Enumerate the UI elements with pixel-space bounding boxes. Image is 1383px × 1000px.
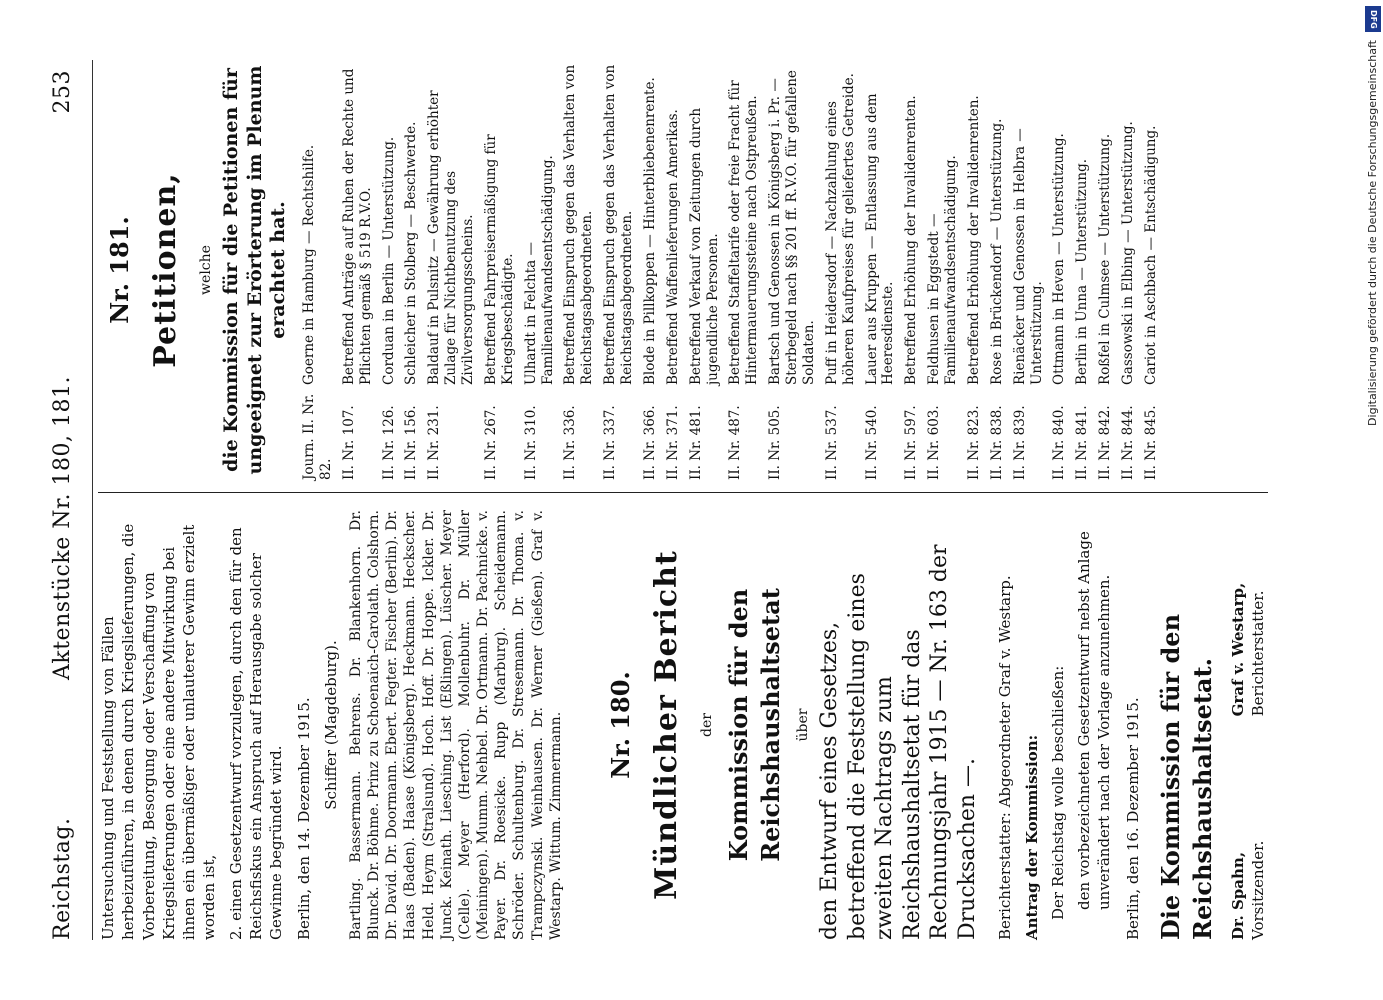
petition-desc: Betreffend Verkauf von Zeitungen durch jugendliche Personen. [687, 107, 721, 385]
petition-row [1012, 60, 1046, 480]
running-head [50, 60, 90, 940]
report-title: Mündlicher Bericht [649, 550, 685, 900]
petition-row [966, 60, 983, 480]
petition-ref: II. Nr. 839. [1011, 405, 1028, 480]
petition-desc: Betreffend Einspruch gegen das Verhalten von Reichstagsabgeordneten. [602, 64, 636, 385]
right-column [98, 60, 1166, 480]
running-head-left: Reichstag. [50, 817, 75, 940]
petition-row [562, 60, 596, 480]
petition-desc: Feldhusen in Eggstedt — Familienaufwandsentschädigung. [926, 155, 960, 385]
petition-row [523, 60, 557, 480]
petition-ref: II. Nr. 310. [522, 405, 539, 480]
petition-ref: II. Nr. 481. [687, 405, 704, 480]
reporter-name: Graf v. Westarp, [1228, 582, 1247, 717]
petition-ref: II. Nr. 505. [767, 405, 784, 480]
petition-row [1120, 60, 1137, 480]
petition-ref: II. Nr. 156. [403, 405, 420, 480]
signatory-names: Bartling. Bassermann. Behrens. Dr. Blankenhorn. Dr. Blunck. Dr. Böhme. Prinz zu Schoenaich-Carolath. Colshorn. Dr. David. Dr. Doormann. Ebert. Fegter. Fischer (Berlin). Dr. Haas (Baden). Haase (Königsberg). Heckmann. Heckscher. Held. Heym (Stralsund). Hoch. Hoff. Dr. Hoppe. Ickler. Dr. Junck. Keinath. Liesching. List (Eßlingen). Lüscher. Meyer (Celle). Meyer (Herford). Mollenbuhr. Dr. Müller (Meiningen). Mumm. Nehbel. Dr. Ortmann. Dr. Pachnicke. v. Payer. Dr. Roesicke. Rupp (Marburg). Scheidemann. Schröder. Schultenburg. Dr. Stresemann. Dr. Thoma. v. Trampczynski. Weinhausen. Dr. Werner (Gießen). Graf v. Westarp. Wittum. Zimmermann. [347, 510, 564, 940]
petition-desc: Betreffend Staffeltarife oder freie Fracht für Hintermauerungssteine nach Ostpreußen. [727, 80, 761, 385]
motion-intro: Der Reichstag wolle beschließen: [1048, 665, 1067, 920]
petition-row [403, 60, 420, 480]
petition-desc: Gassowski in Elbing — Unterstützung. [1120, 121, 1137, 385]
welche-label: welche [197, 245, 214, 295]
petition-ref: Journ. II. Nr. 82. [301, 393, 334, 480]
page-number: 253 [50, 70, 75, 114]
intro-paragraph: Untersuchung und Feststellung von Fällen herbeizuführen, in denen durch Kriegslieferungen, die Vorbereitung, Besorgung oder Verschaffung von Kriegslieferungen oder eine andere Mitwirkung bei ihnen ein übermäßiger oder unlauterer Gewinn erzielt worden ist, [99, 523, 219, 940]
petition-desc: Rienäcker und Genossen in Helbra — Unterstützung. [1011, 128, 1045, 385]
nr-181: Nr. 181. [105, 216, 134, 324]
motion-text: den vorbezeichneten Gesetzentwurf nebst Anlage unverändert nach der Vorlage anzunehmen. [1075, 531, 1114, 910]
petition-row [864, 60, 898, 480]
nr-180: Nr. 180. [606, 671, 635, 779]
petition-desc: Cariot in Aschbach — Entschädigung. [1142, 125, 1159, 385]
dfg-logo: DFG [1365, 6, 1381, 32]
petition-row [727, 60, 761, 480]
petition-ref: II. Nr. 126. [380, 405, 397, 480]
petitions-subtitle: die Kommission für die Petitionen für ungeeignet zur Erörterung im Plenum erachtet hat. [219, 65, 290, 475]
petition-ref: II. Nr. 823. [965, 405, 982, 480]
petition-row [1051, 60, 1068, 480]
date-2: Berlin, den 16. Dezember 1915. [1123, 697, 1142, 940]
motion-title: Antrag der Kommission: [1022, 734, 1041, 940]
petition-ref: II. Nr. 844. [1120, 405, 1137, 480]
commission-title: Kommission für den Reichshaushaltsetat [723, 588, 786, 862]
petition-row [1074, 60, 1091, 480]
petition-desc: Ottmann in Heven — Unterstützung. [1051, 133, 1068, 385]
petition-row [767, 60, 818, 480]
petition-desc: Betreffend Anträge auf Ruhen der Rechte und Pflichten gemäß § 519 R.V.O. [340, 68, 374, 385]
running-head-center: Aktenstücke Nr. 180, 181. [50, 375, 75, 680]
petition-ref: II. Nr. 603. [926, 405, 943, 480]
petition-ref: II. Nr. 487. [727, 405, 744, 480]
document-page [40, 60, 1290, 940]
petition-ref: II. Nr. 845. [1142, 405, 1159, 480]
petition-row [665, 60, 682, 480]
ueber-label: über [794, 708, 811, 742]
petition-row [903, 60, 920, 480]
chair-name: Dr. Spahn, [1228, 851, 1247, 940]
petition-row [426, 60, 477, 480]
petition-list [301, 60, 1160, 480]
petition-desc: Rose in Brückendorf — Unterstützung. [988, 118, 1005, 385]
petition-desc: Betreffend Erhöhung der Invalidenrenten. [903, 95, 920, 385]
petition-desc: Roßfel in Culmsee — Unterstützung. [1097, 133, 1114, 385]
petition-desc: Blode in Pillkoppen — Hinterbliebenenrente. [641, 77, 658, 385]
petition-ref: II. Nr. 337. [602, 405, 619, 480]
signature-reporter [1228, 510, 1269, 716]
petition-row [642, 60, 659, 480]
petition-row [688, 60, 722, 480]
petition-desc: Corduan in Berlin — Unterstützung. [380, 136, 397, 385]
petition-ref: II. Nr. 540. [863, 405, 880, 480]
petition-row [1097, 60, 1114, 480]
item-2: 2. einen Gesetzentwurf vorzulegen, durch den für den Reichsfiskus ein Anspruch auf Herausgabe solcher Gewinne begründet wird. [226, 527, 285, 940]
petition-desc: Lauer aus Kruppen — Entlassung aus dem Heeresdienste. [863, 93, 897, 385]
petition-desc: Schleicher in Stolberg — Beschwerde. [403, 121, 420, 385]
petition-desc: Puff in Heidersdorf — Nachzahlung eines höheren Kaufpreises für geliefertes Getreide. [823, 73, 857, 385]
petition-row [926, 60, 960, 480]
header-rule [92, 60, 93, 940]
petition-desc: Betreffend Einspruch gegen das Verhalten von Reichstagsabgeordneten. [562, 64, 596, 385]
petition-desc: Ulhardt in Felchta — Familienaufwandsentschädigung. [522, 155, 556, 385]
left-column [98, 510, 1268, 940]
petition-row [989, 60, 1006, 480]
date-1: Berlin, den 14. Dezember 1915. [295, 697, 314, 940]
petition-ref: II. Nr. 107. [340, 405, 357, 480]
signature-chair [1228, 734, 1269, 940]
chair-role: Vorsitzender. [1248, 840, 1267, 940]
petition-ref: II. Nr. 366. [641, 405, 658, 480]
closing-commission: Die Kommission für den Reichshaushaltsetat. [1155, 613, 1218, 940]
dfg-notice: Digitalisierung gefördert durch die Deutsche Forschungsgemeinschaft [1366, 40, 1379, 426]
petition-row [301, 60, 335, 480]
petition-ref: II. Nr. 267. [482, 405, 499, 480]
petition-desc: Betreffend Waffenlieferungen Amerikas. [664, 109, 681, 385]
petition-row [824, 60, 858, 480]
der-label: der [698, 713, 715, 737]
petition-ref: II. Nr. 841. [1074, 405, 1091, 480]
petition-ref: II. Nr. 597. [903, 405, 920, 480]
petition-ref: II. Nr. 840. [1051, 405, 1068, 480]
signature-row [1228, 510, 1269, 940]
petition-row [602, 60, 636, 480]
report-subject: den Entwurf eines Gesetzes, betreffend die Feststellung eines zweiten Nachtrags zum Reichshaushaltsetat für das Rechnungsjahr 1915 — Nr. 163 der Drucksachen —. [817, 544, 980, 940]
petition-row [483, 60, 517, 480]
petition-ref: II. Nr. 231. [426, 405, 443, 480]
reporter-role: Berichterstatter. [1248, 590, 1267, 717]
petition-desc: Baldauf in Pulsnitz — Gewährung erhöhter Zulage für Nichtbenutzung des Zivilversorgungsscheins. [426, 90, 477, 385]
petition-ref: II. Nr. 842. [1097, 405, 1114, 480]
petition-ref: II. Nr. 838. [988, 405, 1005, 480]
column-divider [98, 492, 1268, 493]
petition-ref: II. Nr. 371. [664, 405, 681, 480]
petition-ref: II. Nr. 537. [823, 405, 840, 480]
petition-ref: II. Nr. 336. [562, 405, 579, 480]
petition-desc: Betreffend Erhöhung der Invalidenrenten. [965, 95, 982, 385]
petition-row [381, 60, 398, 480]
signer-1: Schiffer (Magdeburg). [321, 640, 340, 810]
petition-desc: Goerne in Hamburg — Rechtshilfe. [301, 144, 318, 385]
petition-row [1143, 60, 1160, 480]
reporter: Berichterstatter: Abgeordneter Graf v. Westarp. [996, 575, 1015, 940]
petition-desc: Berlin in Unna — Unterstützung. [1074, 158, 1091, 385]
petitions-title: Petitionen, [148, 172, 184, 368]
petition-desc: Betreffend Fahrpreisermäßigung für Kriegsbeschädigte. [482, 134, 516, 385]
petition-row [341, 60, 375, 480]
petition-desc: Bartsch und Genossen in Königsberg i. Pr. — Sterbegeld nach §§ 201 ff. R.V.O. für gefallene Soldaten. [767, 70, 817, 385]
